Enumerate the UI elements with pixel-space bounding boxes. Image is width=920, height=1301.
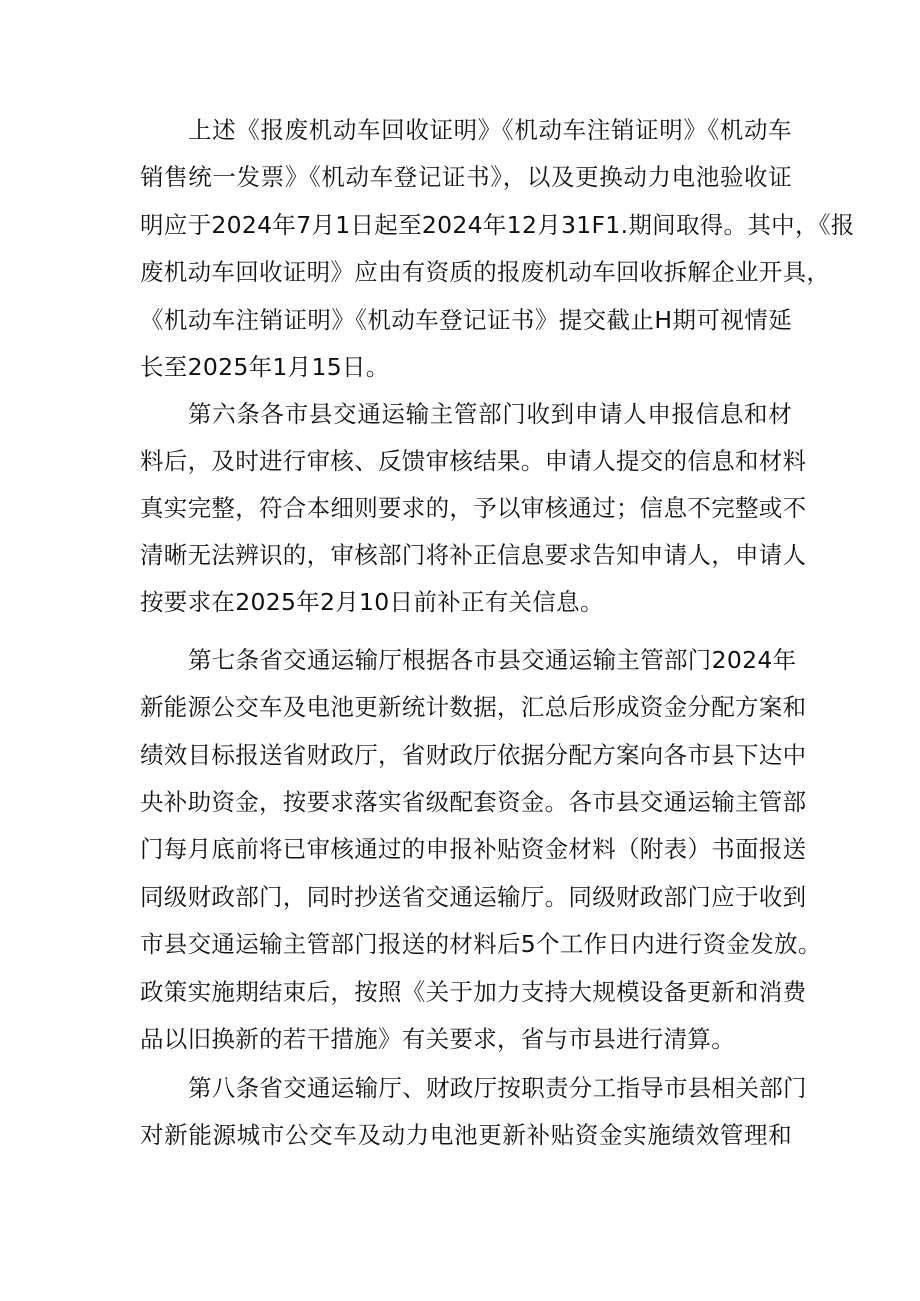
paragraph-1-line: 长至2025年1月15日。: [140, 353, 390, 381]
paragraph-2-line: 料后，及时进行审核、反馈审核结果。申请人提交的信息和材料: [140, 447, 807, 475]
paragraph-2-line: 清晰无法辨识的，审核部门将补正信息要求告知申请人，申请人: [140, 541, 807, 569]
paragraph-3-line: 绩效目标报送省财政厅，省财政厅依据分配方案向各市县下达中: [140, 741, 807, 769]
paragraph-1-line: 销售统一发票》《机动车登记证书》，以及更换动力电池验收证: [140, 163, 792, 191]
paragraph-1-line: 《机动车注销证明》《机动车登记证书》提交截止H期可视情延: [140, 306, 792, 334]
paragraph-1-line: 上述《报废机动车回收证明》《机动车注销证明》《机动车: [188, 116, 792, 144]
paragraph-3-line: 央补助资金，按要求落实省级配套资金。各市县交通运输主管部: [140, 788, 807, 816]
paragraph-3-line: 政策实施期结束后，按照《关于加力支持大规模设备更新和消费: [140, 978, 807, 1006]
paragraph-1-line: 明应于2024年7月1日起至2024年12月31F1.期间取得。其中，《报: [140, 211, 855, 239]
paragraph-3-line: 门每月底前将已审核通过的申报补贴资金材料（附表）书面报送: [140, 835, 807, 863]
paragraph-3-line: 同级财政部门，同时抄送省交通运输厅。同级财政部门应于收到: [140, 883, 807, 911]
paragraph-1-line: 废机动车回收证明》应由有资质的报废机动车回收拆解企业开具，: [140, 258, 831, 286]
paragraph-2-line: 真实完整，符合本细则要求的，予以审核通过；信息不完整或不: [140, 494, 807, 522]
paragraph-3-line: 新能源公交车及电池更新统计数据，汇总后形成资金分配方案和: [140, 693, 807, 721]
paragraph-2-line: 第六条各市县交通运输主管部门收到申请人申报信息和材: [188, 400, 792, 428]
paragraph-3-line: 第七条省交通运输厅根据各市县交通运输主管部门2024年: [188, 646, 797, 674]
paragraph-4-line: 第八条省交通运输厅、财政厅按职责分工指导市县相关部门: [188, 1074, 807, 1102]
paragraph-3-line: 市县交通运输主管部门报送的材料后5个工作日内进行资金发放。: [140, 930, 822, 958]
paragraph-3-line: 品以旧换新的若干措施》有关要求，省与市县进行清算。: [140, 1025, 735, 1053]
paragraph-4-line: 对新能源城市公交车及动力电池更新补贴资金实施绩效管理和: [140, 1121, 792, 1149]
paragraph-2-line: 按要求在2025年2月10日前补正有关信息。: [140, 588, 604, 616]
